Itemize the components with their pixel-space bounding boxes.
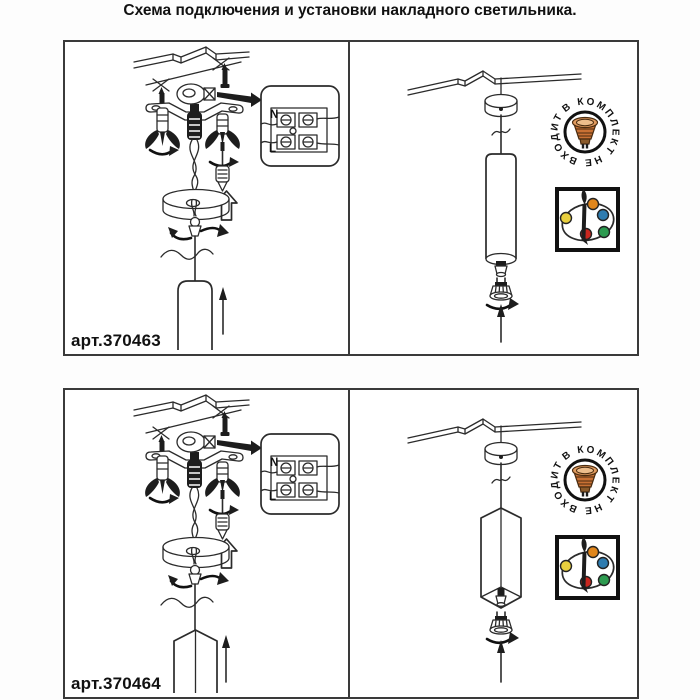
gu10-lamp-small-icon: [490, 612, 512, 634]
pendant-diagram: [350, 42, 635, 350]
terminal-block-detail: [261, 434, 339, 514]
up-arrow-icon: [222, 635, 230, 682]
screwdriver-icon: [210, 142, 239, 191]
section-370463: [63, 40, 639, 356]
paint-dot-yellow: [561, 561, 572, 572]
pendant-diagram: [350, 390, 635, 693]
neutral-terminal-label: N: [270, 109, 279, 121]
not-included-stamp: [549, 96, 620, 167]
installation-diagram: [65, 42, 348, 350]
pendant-body-square: [481, 508, 521, 608]
palette-icon: [557, 189, 618, 250]
installation-diagram: [65, 390, 348, 693]
section-370464: [63, 388, 639, 699]
paint-dot-orange: [588, 547, 599, 558]
rotation-arrow-icon: [201, 576, 221, 579]
ceiling-line: [408, 71, 581, 95]
line-terminal-label: L: [269, 491, 277, 503]
article-label: арт.370463: [71, 331, 161, 350]
up-arrow-icon: [219, 287, 227, 334]
cut-mark-squiggle: [161, 249, 213, 259]
canopy: [163, 538, 229, 568]
paint-dot-blue: [598, 210, 609, 221]
line-terminal-label: L: [269, 143, 277, 155]
palette-icon: [557, 537, 618, 598]
lock-nut: [168, 218, 229, 240]
neutral-terminal-label: N: [270, 457, 279, 469]
lamp-body-square: [174, 630, 217, 693]
terminal-block-detail: [261, 86, 339, 166]
panel-divider: [348, 390, 350, 697]
paint-dot-yellow: [561, 213, 572, 224]
panel-divider: [348, 42, 350, 354]
not-included-stamp: [549, 444, 620, 515]
cable-gland: [187, 452, 202, 488]
ceiling-line: [408, 419, 581, 443]
insert-arrow-icon: [497, 640, 505, 682]
paint-dot-green: [599, 227, 610, 238]
article-label: арт.370464: [71, 674, 161, 693]
lock-nut: [168, 566, 229, 588]
stamp-text: В КОМПЛЕКТ НЕ ВХОДИТ: [549, 96, 621, 168]
paint-dot-green: [599, 575, 610, 586]
junction-box: [177, 84, 215, 104]
pendant-canopy: [485, 95, 517, 117]
lamp-body-cylinder: [178, 281, 212, 350]
pendant-body-cylinder: [486, 154, 516, 277]
rotation-arrow-icon: [201, 228, 221, 231]
screwdriver-icon: [210, 490, 239, 539]
page-title: Схема подключения и установки накладного светильника.: [123, 2, 577, 19]
junction-box: [177, 432, 215, 452]
paint-dot-orange: [588, 199, 599, 210]
gu10-lamp-small-icon: [490, 278, 512, 300]
cable-gland: [187, 104, 202, 140]
cut-mark-squiggle: [161, 597, 213, 607]
canopy: [163, 190, 229, 220]
pendant-canopy: [485, 443, 517, 465]
stamp-text: В КОМПЛЕКТ НЕ ВХОДИТ: [549, 444, 621, 516]
paint-dot-blue: [598, 558, 609, 569]
